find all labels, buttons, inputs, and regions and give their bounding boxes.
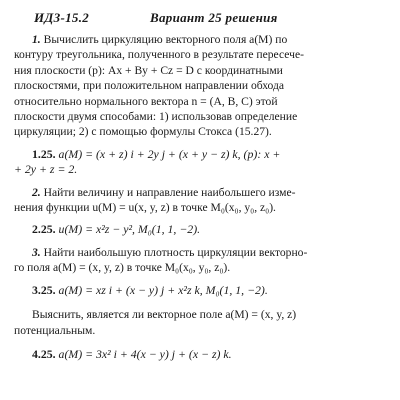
variant-2-25-line-1: u(M) = x²z − y², M₀(1, 1, −2). [58, 222, 201, 237]
variant-2-25-number: 2.25. [32, 222, 56, 237]
task-3-number: 3. [32, 245, 41, 259]
task-2-line-2: нения функции u(M) = u(x, y, z) в точке M₀(x₀, y₀, z₀). [14, 201, 276, 215]
task-1-number: 1. [32, 33, 41, 46]
variant-3-25-line-1: a(M) = xz i + (x − y) j + x²z k, M₀(1, 1, −2). [58, 282, 268, 297]
variant-1-25-line-1: a(M) = (x + z) i + 2y j + (x + y − z) k, (p): x + [58, 146, 281, 161]
task-1 [14, 32, 386, 140]
task-4 [14, 307, 386, 338]
task-3-line-1: Найти наибольшую плотность циркуляции векторно- [43, 245, 308, 259]
variant-1-25-line-2: + 2y + z = 2. [14, 162, 78, 177]
task-2-line-1: Найти величину и направление наибольшего изме- [43, 185, 296, 199]
task-2 [14, 185, 386, 216]
task-4-line-2: потенциальным. [14, 323, 96, 337]
task-3-line-2: го поля a(M) = (x, y, z) в точке M₀(x₀, y₀, z₀). [14, 261, 231, 275]
task-1-line-6: плоскости двумя способами: 1) использовав определение [14, 110, 298, 124]
variant-2-25 [14, 222, 386, 237]
task-2-number: 2. [32, 185, 41, 199]
task-1-line-1: Вычислить циркуляцию векторного поля a(M) по [43, 33, 288, 46]
variant-4-25 [14, 347, 386, 362]
task-1-line-4: плоскостями, при положительном направлении обхода [14, 79, 285, 93]
variant-4-25-line-1: a(M) = 3x² i + 4(x − y) j + (x − z) k. [58, 346, 232, 361]
task-1-line-7: циркуляции; 2) с помощью формулы Стокса (15.27). [14, 125, 272, 139]
task-1-line-3: ния плоскости (p): Ax + By + Cz = D с координатными [14, 63, 283, 77]
page-header [14, 6, 386, 28]
header-variant-label: Вариант 25 решения [150, 10, 278, 25]
header-idz-label: ИДЗ-15.2 [34, 10, 90, 25]
task-1-line-5: относительно нормального вектора n = (A, B, C) этой [14, 94, 278, 108]
task-4-line-1: Выяснить, является ли векторное поле a(M) = (x, y, z) [32, 308, 297, 322]
variant-1-25-number: 1.25. [32, 146, 56, 161]
variant-4-25-number: 4.25. [32, 346, 56, 361]
variant-3-25 [14, 283, 386, 298]
task-1-line-2: контуру треугольника, полученного в результате пересече- [14, 48, 304, 62]
variant-3-25-number: 3.25. [32, 282, 56, 297]
task-3 [14, 245, 386, 276]
variant-1-25 [14, 147, 386, 178]
